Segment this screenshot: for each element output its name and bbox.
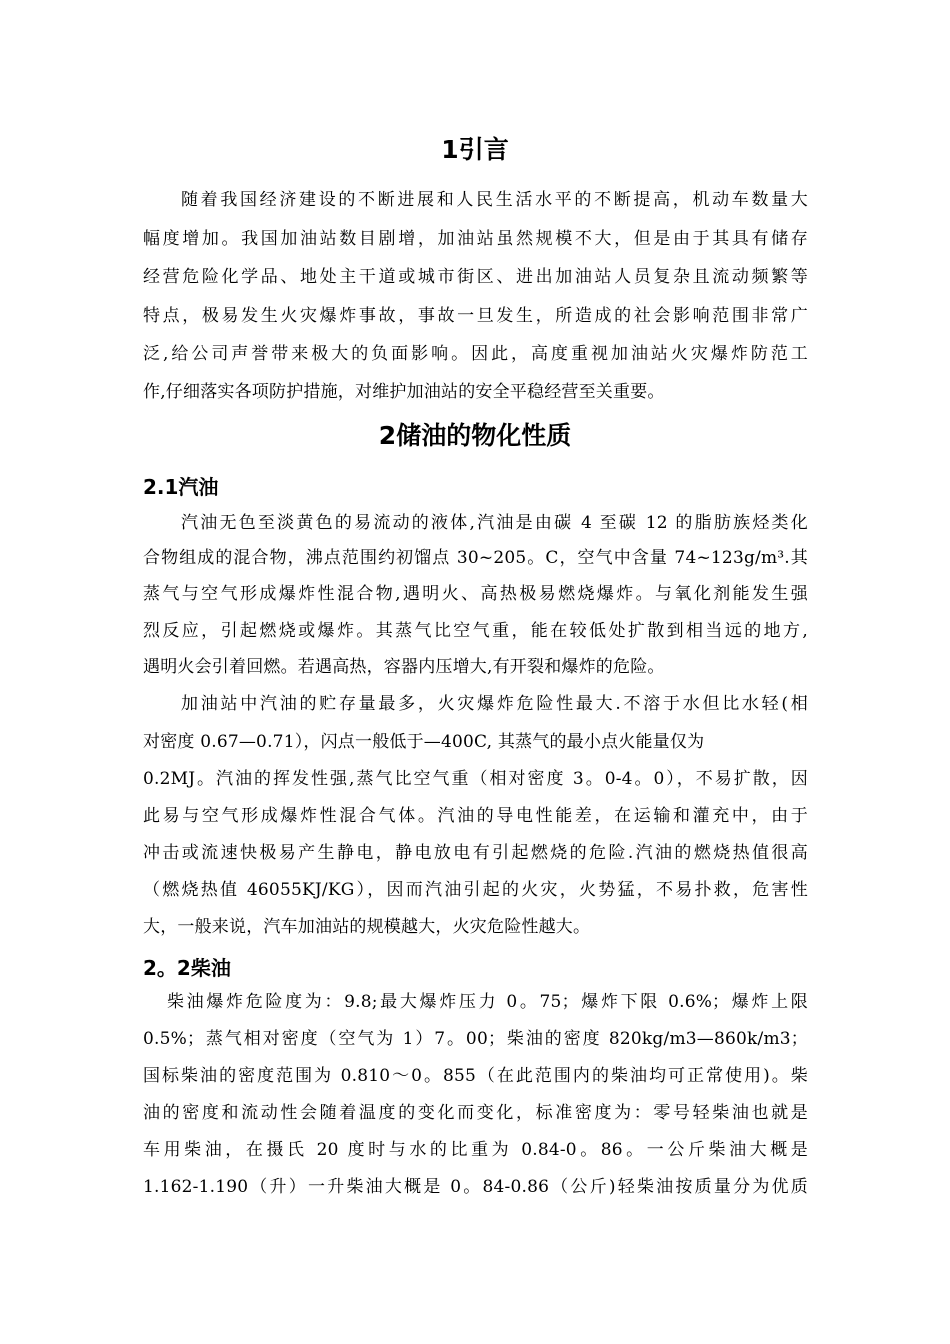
- paragraph-line: 汽油无色至淡黄色的易流动的液体,汽油是由碳 4 至碳 12 的脂肪族烃类化: [181, 513, 808, 533]
- paragraph-line: 泛,给公司声誉带来极大的负面影响。因此，高度重视加油站火灾爆炸防范工: [143, 344, 808, 364]
- paragraph-line: 对密度 0.67—0.71），闪点一般低于—400C, 其蒸气的最小点火能量仅为: [143, 732, 705, 752]
- paragraph-line: 0.2MJ。汽油的挥发性强,蒸气比空气重（相对密度 3。0-4。0），不易扩散，因: [143, 769, 808, 789]
- paragraph-line: 经营危险化学品、地处主干道或城市街区、进出加油站人员复杂且流动频繁等: [143, 267, 808, 287]
- section-title-introduction: 1引言: [441, 135, 509, 164]
- paragraph-line: 烈反应，引起燃烧或爆炸。其蒸气比空气重，能在较低处扩散到相当远的地方,: [143, 621, 808, 641]
- paragraph-line: 柴油爆炸危险度为：9.8;最大爆炸压力 0。75；爆炸下限 0.6%；爆炸上限: [167, 992, 808, 1012]
- paragraph-line: 遇明火会引着回燃。若遇高热，容器内压增大,有开裂和爆炸的危险。: [143, 657, 665, 677]
- paragraph-line: 0.5%；蒸气相对密度（空气为 1）7。00；柴油的密度 820kg/m3—860k/m3；: [143, 1029, 808, 1049]
- paragraph-line: 特点，极易发生火灾爆炸事故，事故一旦发生，所造成的社会影响范围非常广: [143, 306, 808, 326]
- paragraph-line: 车用柴油，在摄氏 20 度时与水的比重为 0.84-0。86。一公斤柴油大概是: [143, 1140, 808, 1160]
- paragraph-line: （燃烧热值 46055KJ/KG），因而汽油引起的火灾，火势猛，不易扑救，危害性: [143, 880, 808, 900]
- paragraph-line: 加油站中汽油的贮存量最多，火灾爆炸危险性最大.不溶于水但比水轻(相: [181, 694, 808, 714]
- paragraph-line: 幅度增加。我国加油站数目剧增，加油站虽然规模不大，但是由于其具有储存: [143, 229, 808, 249]
- paragraph-line: 作,仔细落实各项防护措施，对维护加油站的安全平稳经营至关重要。: [143, 382, 665, 402]
- paragraph-line: 大，一般来说，汽车加油站的规模越大，火灾危险性越大。: [143, 917, 591, 937]
- subsection-title-diesel: 2。2柴油: [143, 956, 231, 980]
- paragraph-line: 合物组成的混合物，沸点范围约初馏点 30~205。C，空气中含量 74~123g/m³.其: [143, 548, 808, 568]
- paragraph-line: 此易与空气形成爆炸性混合气体。汽油的导电性能差，在运输和灌充中，由于: [143, 806, 808, 826]
- subsection-title-gasoline: 2.1汽油: [143, 475, 219, 499]
- paragraph-line: 国标柴油的密度范围为 0.810～0。855（在此范围内的柴油均可正常使用)。柴: [143, 1066, 808, 1086]
- section-title-properties: 2储油的物化性质: [378, 421, 572, 450]
- paragraph-line: 蒸气与空气形成爆炸性混合物,遇明火、高热极易燃烧爆炸。与氧化剂能发生强: [143, 584, 808, 604]
- paragraph-line: 1.162-1.190（升）一升柴油大概是 0。84-0.86（公斤)轻柴油按质量分为优质: [143, 1177, 808, 1197]
- paragraph-line: 随着我国经济建设的不断进展和人民生活水平的不断提高，机动车数量大: [181, 190, 808, 210]
- paragraph-line: 冲击或流速快极易产生静电，静电放电有引起燃烧的危险.汽油的燃烧热值很高: [143, 843, 808, 863]
- paragraph-line: 油的密度和流动性会随着温度的变化而变化，标准密度为：零号轻柴油也就是: [143, 1103, 808, 1123]
